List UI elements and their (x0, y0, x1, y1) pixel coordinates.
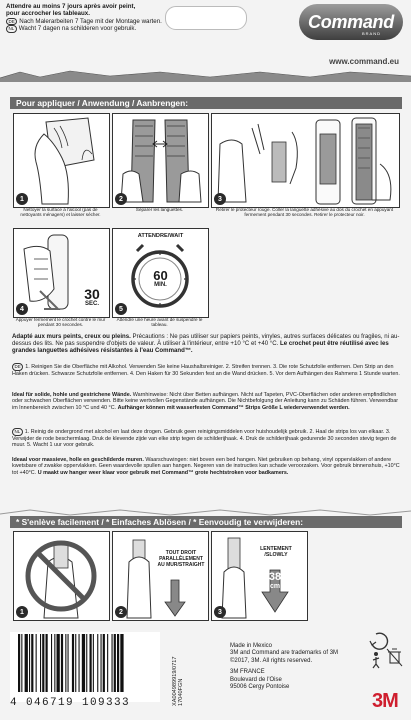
apply-step-5-image (112, 228, 209, 318)
barcode-bar (112, 634, 113, 692)
step-number-badge: 3 (214, 193, 226, 205)
lang-de-badge: DE (6, 18, 17, 26)
pull-label-3: AU MUR/STRAIGHT (157, 562, 205, 568)
barcode-bar (114, 634, 116, 692)
barcode (10, 632, 160, 702)
apply-step-2-image (112, 113, 209, 208)
apply-step-3-caption: Retirer le protecteur rouge. Coller la languette adhésive au dos du crochet en appuyant fermement pendant 30 secondes. Retirer le protecteur noir. (215, 207, 394, 218)
apply-heading: Pour appliquer / Anwendung / Aanbrengen: (10, 97, 402, 109)
fr-precautions-text: Précautions : Ne pas utiliser sur papiers peints, vinyles, autres surfaces délicates ou fragiles, ni au-dessus des lits. Ne pas suspendre d'objets de valeur. À utiliser à l'intérieur, entre +10 °C et +40 °C. (12, 333, 400, 347)
paint-warning (6, 3, 186, 33)
barcode-bar (61, 634, 63, 692)
stretch-label (248, 546, 304, 558)
barcode-bar (82, 634, 85, 692)
barcode-bar (97, 634, 98, 692)
barcode-bar (101, 634, 102, 692)
step-number-badge: 1 (16, 193, 28, 205)
nl-steps-text: 1. Reinig de ondergrond met alcohol en laat deze drogen. Gebruik geen reinigingsmiddelen voor huishoudelijk gebruik. 2. Haal de strips los van elkaar. 3. Verwijder de rode beschermlaag. Druk de klevende zijde van elke strip tegen de schilderijhaak. 4. Druk de schilderijhaak gedurende 30 seconden stevig tegen de muur. 5. Wacht 1 uur voor gebruik. (12, 429, 397, 448)
warning-nl (6, 25, 186, 33)
wait-title: ATTENDRE/WAIT (137, 233, 184, 239)
barcode-bar (107, 634, 108, 692)
stretch-distance-value: 38 (268, 571, 282, 583)
tidyman-icon (373, 652, 379, 668)
wipe-surface-illustration (14, 114, 109, 207)
lang-nl-badge: NL (12, 428, 23, 436)
barcode-bar (103, 634, 105, 692)
copyright-notice: ©2017, 3M. All rights reserved. (230, 657, 313, 664)
barcode-bar (57, 634, 60, 692)
apply-step-2-caption: Séparer les languettes. (135, 207, 184, 212)
barcode-bar (90, 634, 92, 692)
de-reuse: Aufhänger können mit wasserfesten Command™ Strips Größe L wiederverwendet werden. (117, 404, 350, 411)
command-logo (299, 4, 403, 44)
stretch-distance (262, 572, 288, 590)
warning-line-2: pour accrocher les tableaux. (6, 10, 90, 18)
fr-reuse: Le crochet peut être réutilisé avec les grandes languettes adhésives résistantes à l'eau Command™. (12, 340, 389, 354)
wait-time (113, 269, 208, 289)
press-seconds: 30 (84, 286, 100, 302)
separate-strips-illustration (113, 114, 208, 207)
barcode-bar (86, 634, 87, 692)
apply-step-4-image (13, 228, 110, 318)
step-number-badge: 5 (115, 303, 127, 315)
stretch-label-1: LENTEMENT (260, 546, 292, 552)
apply-step-1-image (13, 113, 110, 208)
remove-heading: * S'enlève facilement / * Einfaches Ablösen / * Eenvoudig te verwijderen: (10, 516, 402, 528)
barcode-bar (46, 634, 48, 692)
step-number-badge: 4 (16, 303, 28, 315)
stretch-label-2: /SLOWLY (264, 552, 288, 559)
barcode-bar (42, 634, 44, 692)
barcode-bar (117, 634, 119, 692)
3m-logo: 3M (372, 690, 398, 712)
product-code (172, 634, 184, 706)
logo-badge (299, 4, 403, 40)
barcode-bar (51, 634, 52, 692)
press-seconds-unit: SEC. (84, 301, 99, 307)
lang-de-badge: DE (12, 363, 23, 371)
trademark-notice: 3M and Command are trademarks of 3M (230, 650, 339, 657)
de-suitability: Ideal für solide, hohle und gestrichene Wände. (12, 392, 132, 398)
pull-label-2: PARALLÈLEMENT (159, 556, 203, 562)
barcode-bar (25, 634, 28, 692)
remove-step-3-image (211, 531, 308, 621)
barcode-bar (21, 634, 22, 692)
legal-info (230, 643, 338, 691)
pull-straight-illustration (113, 532, 208, 620)
recycle-icon (370, 633, 387, 649)
barcode-bar (79, 634, 80, 692)
de-steps-text: 1. Reinigen Sie die Oberfläche mit Alkohol. Verwenden Sie keine Haushaltsreiniger. 2. Streifen trennen. 3. Die rote Schutzfolie entfernen. Den Strip an den Haken drücken. Schwarze Schutzfolie entfernen. 4. Den Haken für 30 Sekunden fest an die Wand drücken. 5. Vor dem Aufhängen des Rahmens 1 Stunde warten. (12, 364, 400, 377)
barcode-bar (120, 634, 123, 692)
pull-straight-label (155, 550, 207, 568)
barcode-bar (72, 634, 74, 692)
de-precautions (12, 392, 400, 411)
top-wave-divider (0, 68, 411, 82)
barcode-bar (18, 634, 20, 692)
barcode-bar (29, 634, 30, 692)
website-url: www.command.eu (329, 57, 399, 66)
barcode-bar (31, 634, 33, 692)
warning-de (6, 18, 186, 26)
barcode-number: 4 046719 109333 (10, 697, 131, 709)
step-number-badge: 2 (115, 193, 127, 205)
step-number-badge: 3 (214, 606, 226, 618)
apply-step-1-caption: Nettoyer la surface à l'alcool (pas de nettoyants ménagers) et laisser sécher. (20, 207, 101, 218)
warning-line-1: Attendre au moins 7 jours après avoir peint, (6, 3, 136, 10)
de-precautions-text: Warnhinweise: Nicht über Betten aufhängen. Nicht auf Tapeten, PVC-Oberflächen oder anderen empfindlichen oder schwachen Oberflächen verwenden. Bitte keine wertvollen Gegenstände aufhängen. Die Nichtbefolgung der Anleitung kann zu Schäden führen. Verwendbar im Innenbereich zwischen 10 °C und 40 °C. (12, 392, 398, 411)
do-not-pull-illustration (14, 532, 109, 620)
attach-strip-illustration (212, 114, 399, 207)
wait-minutes: 60 (153, 268, 168, 283)
barcode-bar (75, 634, 76, 692)
barcode-bar (68, 634, 69, 692)
nl-suitability: Ideaal voor massieve, holle en geschilderde muren. (12, 457, 144, 463)
company-name: 3M FRANCE (230, 669, 265, 676)
remove-step-1-image (13, 531, 110, 621)
product-code-2: 17040FGN (178, 678, 184, 706)
barcode-bar (40, 634, 41, 692)
made-in: Made in Mexico (230, 643, 273, 649)
trash-bin-icon (387, 649, 402, 666)
barcode-bar (65, 634, 66, 692)
warning-nl-text: Wacht 7 dagen na schilderen voor gebruik. (18, 25, 137, 33)
product-code-1: XA004989919/0717 (172, 656, 178, 706)
fr-suitability: Adapté aux murs peints, creux ou pleins. (12, 333, 131, 340)
remove-step-2-image (112, 531, 209, 621)
nl-reuse: U maakt uw hanger weer klaar voor gebruik met Command™ grote hechtstroken voor badkamers. (37, 469, 289, 476)
barcode-bar (36, 634, 37, 692)
de-instructions (12, 363, 400, 377)
logo-brand-text: BRAND (361, 31, 381, 36)
nl-instructions (12, 428, 400, 448)
recycling-icons (368, 630, 404, 670)
company-city: 95006 Cergy Pontoise (230, 684, 290, 691)
pull-label-1: TOUT DROIT (165, 550, 197, 556)
nl-precautions (12, 457, 400, 476)
nl-precautions-text: Waarschuwingen: niet boven een bed hangen. Niet gebruiken op behang, vinyl oppervlakken of andere kwetsbare of zwakke oppervlakken. Geen waardevolle spullen aan hangen. Negeren van de instructies kan schade veroorzaken. Voor gebruik binnenshuis, +10°C tot +40°C. (12, 457, 400, 476)
barcode-bar (54, 634, 55, 692)
step-number-badge: 1 (16, 606, 28, 618)
company-street: Boulevard de l'Oise (230, 676, 282, 683)
step-number-badge: 2 (115, 606, 127, 618)
apply-step-5-caption: Attendre une heure avant de suspendre le tableau. (116, 317, 203, 328)
apply-step-3-image (211, 113, 400, 208)
logo-wordmark: Command (308, 11, 394, 32)
barcode-bar (93, 634, 94, 692)
warning-de-text: Nach Malerarbeiten 7 Tage mit der Montage warten. (19, 17, 162, 25)
fr-precautions (12, 333, 400, 354)
lang-nl-badge: NL (6, 25, 17, 33)
stretch-distance-unit: cm (269, 583, 281, 590)
wait-minutes-unit: MIN. (154, 282, 167, 288)
press-time-badge (76, 287, 108, 308)
apply-step-4-caption: Appuyer fermement le crochet contre le mur pendant 30 secondes. (15, 317, 106, 328)
